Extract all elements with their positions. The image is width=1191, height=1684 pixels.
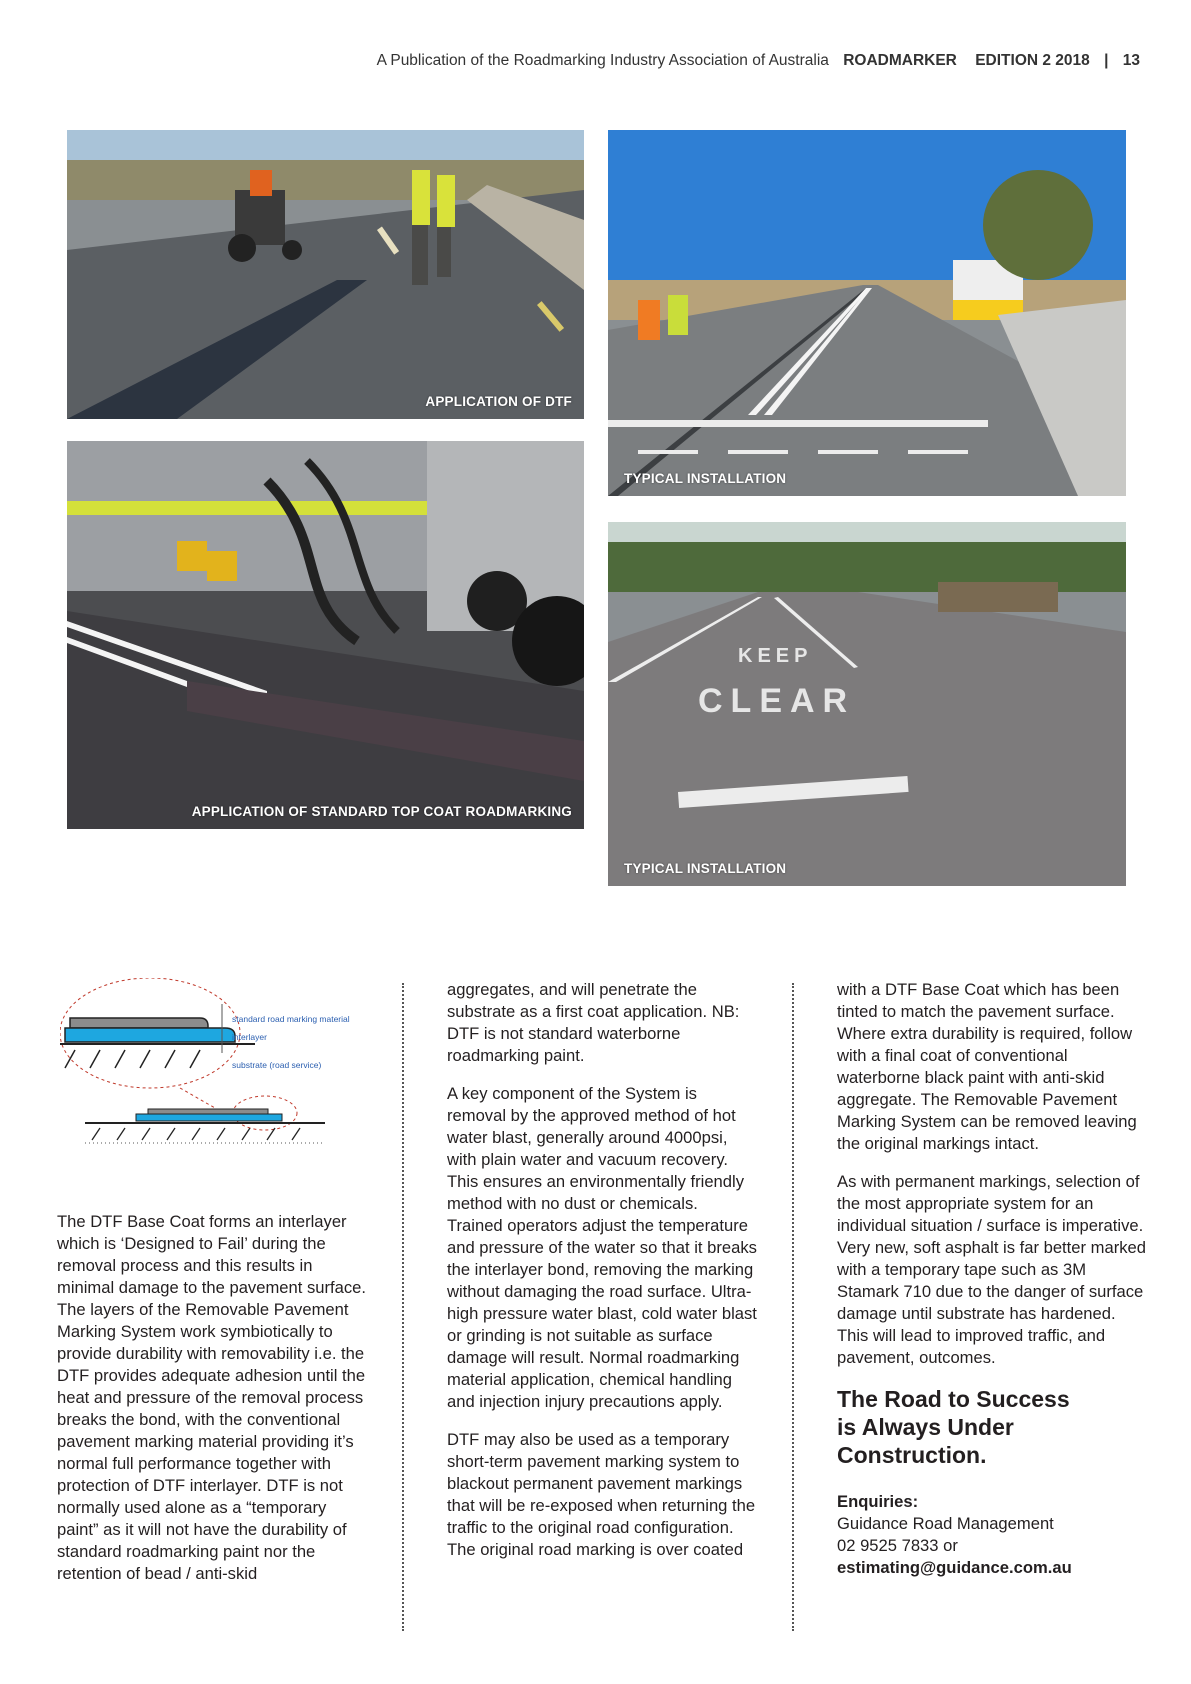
photo-road-scene-2 — [608, 130, 1126, 496]
column-divider-2 — [792, 983, 794, 1631]
col3-paragraph-2: As with permanent markings, selection of the most appropriate system for an individual situation / surface is imperative. Very new, soft asphalt is far better marked with a temporary tape such as 3M Stamark 710 due to the danger of surface damage until substrate has hardened. This will lead to improved traffic, and pavement, outcomes. — [837, 1172, 1146, 1367]
header-separator: | — [1104, 52, 1109, 69]
heading-line-2: is Always Under — [837, 1414, 1014, 1440]
photo-road-scene-1 — [67, 130, 584, 419]
photo2-caption: TYPICAL INSTALLATION — [624, 471, 787, 486]
col2-paragraph-2: A key component of the System is removal by the approved method of hot water blast, generally around 4000psi, with plain water and vacuum recovery. This ensures an environmentally friendly method with no dust or chemicals. Trained operators adjust the temperature and pressure of the water so that it breaks the interlayer bond, removing the marking without damaging the road surface. Ultra-high pressure water blast, cold water blast or grinding is not suitable as surface damage will result. Normal roadmarking material application, chemical handling and injection injury precautions apply. — [447, 1084, 757, 1411]
page-number: 13 — [1122, 52, 1140, 69]
closing-heading — [837, 1385, 1147, 1469]
label-interlayer: interlayer — [232, 1032, 267, 1042]
enquiries-phone: 02 9525 7833 or — [837, 1536, 958, 1555]
edition-label: EDITION 2 2018 — [975, 52, 1090, 69]
label-standard-material: standard road marking material — [232, 1014, 350, 1024]
photo3-caption: APPLICATION OF STANDARD TOP COAT ROADMARKING — [191, 804, 572, 819]
enquiries-email[interactable]: estimating@guidance.com.au — [837, 1558, 1072, 1577]
col3-paragraph-1: with a DTF Base Coat which has been tinted to match the pavement surface. Where extra durability is required, follow with a final coat of conventional waterborne black paint with anti-skid aggregate. The Removable Pavement Marking System can be removed leaving the original markings intact. — [837, 980, 1137, 1153]
layer-diagram-svg — [60, 978, 390, 1158]
photo-typical-installation-1 — [608, 130, 1126, 496]
photo-typical-installation-2 — [608, 522, 1126, 886]
label-substrate: substrate (road service) — [232, 1060, 322, 1070]
col1-paragraph-1: The DTF Base Coat forms an interlayer which is ‘Designed to Fail’ during the removal process and this results in minimal damage to the pavement surface. The layers of the Removable Pavement Marking System work symbiotically to provide durability with removability i.e. the DTF provides adequate adhesion until the heat and pressure of the removal process breaks the bond, with the conventional pavement marking material providing it’s normal full performance together with protection of DTF interlayer. DTF is not normally used alone as a “temporary paint” as it will not have the durability of standard roadmarking paint nor the retention of bead / anti-skid — [57, 1212, 366, 1583]
col2-paragraph-3: DTF may also be used as a temporary short-term pavement marking system to blackout permanent pavement markings that will be re-exposed when returning the traffic to the original road configuration. The original road marking is over coated — [447, 1430, 756, 1559]
road-text-clear: CLEAR — [698, 682, 856, 720]
enquiries-company: Guidance Road Management — [837, 1514, 1054, 1533]
page-header — [200, 52, 1140, 70]
magazine-name: ROADMARKER — [843, 52, 957, 69]
article-column-2 — [447, 979, 757, 1577]
heading-line-3: Construction. — [837, 1442, 987, 1468]
heading-line-1: The Road to Success — [837, 1386, 1070, 1412]
col2-paragraph-1: aggregates, and will penetrate the substrate as a first coat application. NB: DTF is not standard waterborne roadmarking paint. — [447, 980, 740, 1065]
photo-application-of-dtf — [67, 130, 584, 419]
photo-application-of-top-coat — [67, 441, 584, 829]
article-column-3 — [837, 979, 1147, 1579]
enquiries-label: Enquiries: — [837, 1492, 919, 1511]
photo-keep-clear-scene — [608, 522, 1126, 886]
column-divider-1 — [402, 983, 404, 1631]
photo4-caption: TYPICAL INSTALLATION — [624, 861, 787, 876]
publication-line: A Publication of the Roadmarking Industry Association of Australia — [376, 52, 829, 69]
article-column-1 — [57, 1211, 367, 1601]
dtf-layer-diagram — [60, 978, 390, 1158]
road-text-keep: KEEP — [738, 645, 813, 667]
photo-truck-scene — [67, 441, 584, 829]
photo1-caption: APPLICATION OF DTF — [425, 394, 572, 409]
